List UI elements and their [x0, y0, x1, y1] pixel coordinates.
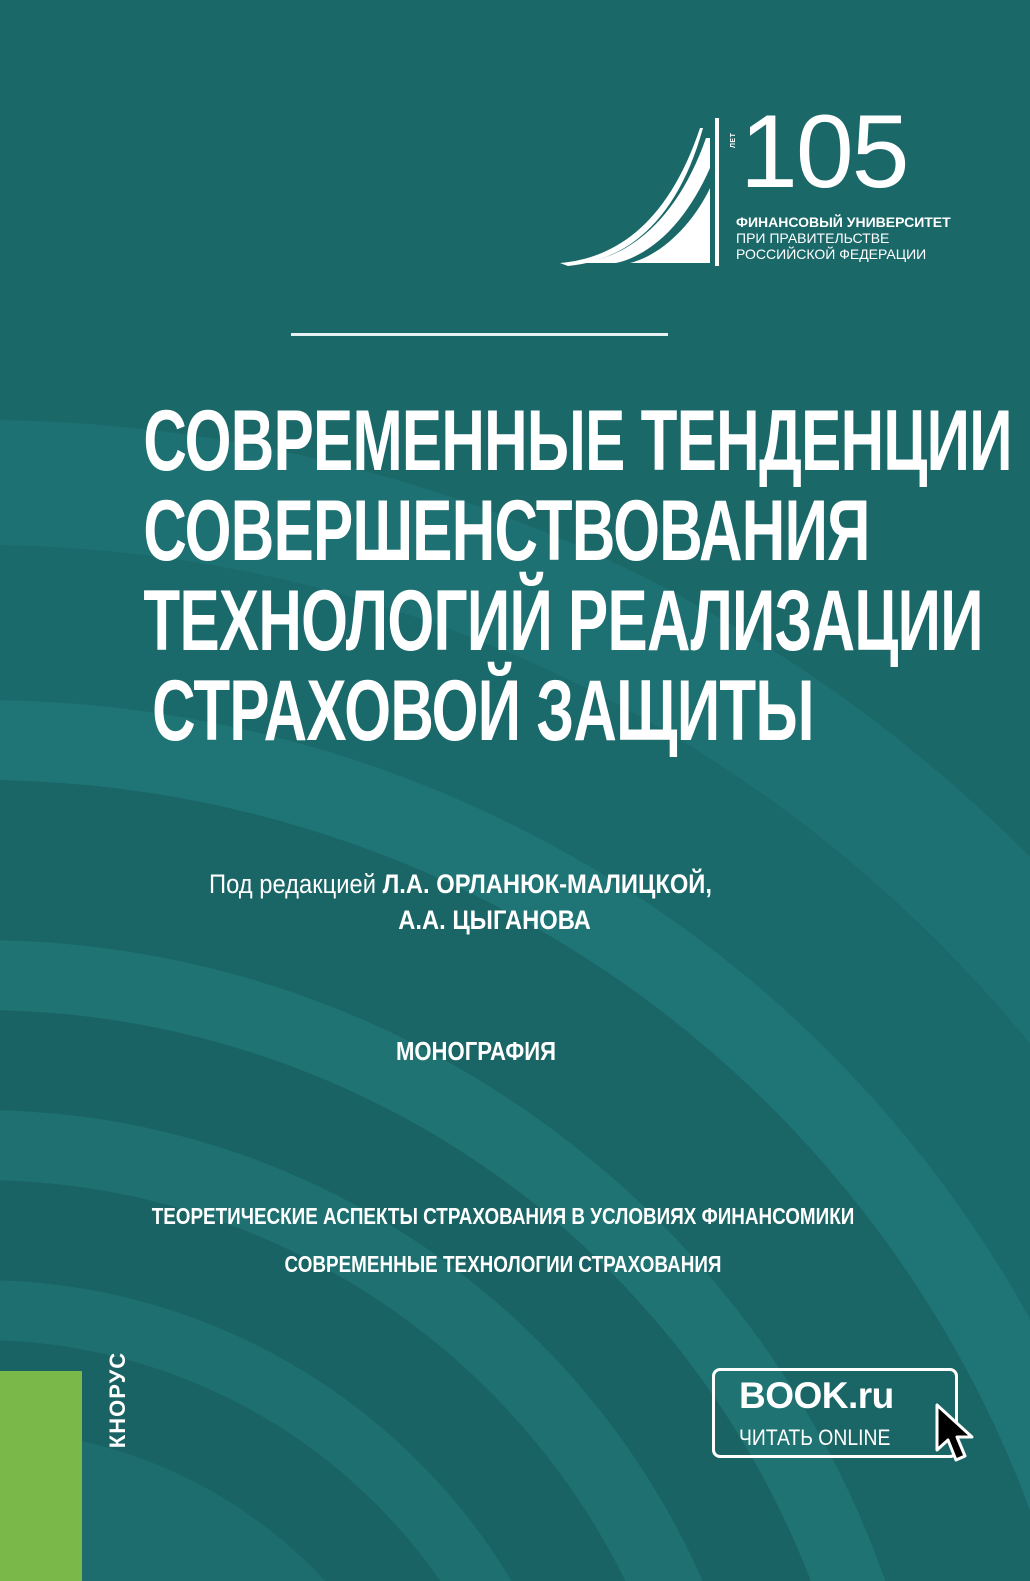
topics-list: [91, 1192, 916, 1288]
logo-years-word: ЛЕТ: [730, 132, 737, 148]
title-line: СТРАХОВОЙ ЗАЩИТЫ: [152, 663, 814, 759]
logo-line: РОССИЙСКОЙ ФЕДЕРАЦИИ: [736, 246, 927, 262]
editor-name: Л.А. ОРЛАНЮК-МАЛИЦКОЙ,: [382, 869, 712, 899]
book-title: [143, 393, 1012, 759]
editors-label: Под редакцией: [209, 869, 376, 899]
bookru-subtitle: ЧИТАТЬ ONLINE: [739, 1425, 891, 1450]
genre-label: МОНОГРАФИЯ: [395, 1036, 557, 1066]
title-line: ТЕХНОЛОГИЙ РЕАЛИЗАЦИИ: [143, 573, 983, 669]
logo-university-name: [736, 214, 951, 262]
divider-line: [291, 333, 668, 336]
editor-name: А.А. ЦЫГАНОВА: [398, 905, 591, 935]
logo-line: ФИНАНСОВЫЙ УНИВЕРСИТЕТ: [736, 214, 951, 230]
editors: [209, 866, 712, 938]
university-logo: [560, 94, 980, 268]
logo-line: ПРИ ПРАВИТЕЛЬСТВЕ: [736, 230, 890, 246]
publisher-logo: [88, 1340, 148, 1460]
title-line: СОВЕРШЕНСТВОВАНИЯ: [143, 483, 870, 579]
mouse-cursor-icon: [934, 1402, 978, 1468]
logo-anniversary-number: 105: [740, 94, 908, 210]
bookru-read-online-button[interactable]: [712, 1368, 958, 1458]
title-line: СОВРЕМЕННЫЕ ТЕНДЕНЦИИ: [143, 393, 1012, 489]
topic-item: ТЕОРЕТИЧЕСКИЕ АСПЕКТЫ СТРАХОВАНИЯ В УСЛОВИЯХ ФИНАНСОМИКИ: [151, 1203, 855, 1229]
spine-accent-strip: [0, 1371, 82, 1581]
bookru-title: BOOK.ru: [739, 1375, 894, 1416]
publisher-name: КНОРУС: [105, 1351, 130, 1449]
topic-item: СОВРЕМЕННЫЕ ТЕХНОЛОГИИ СТРАХОВАНИЯ: [284, 1251, 722, 1277]
university-arc-logo-icon: [560, 108, 725, 268]
